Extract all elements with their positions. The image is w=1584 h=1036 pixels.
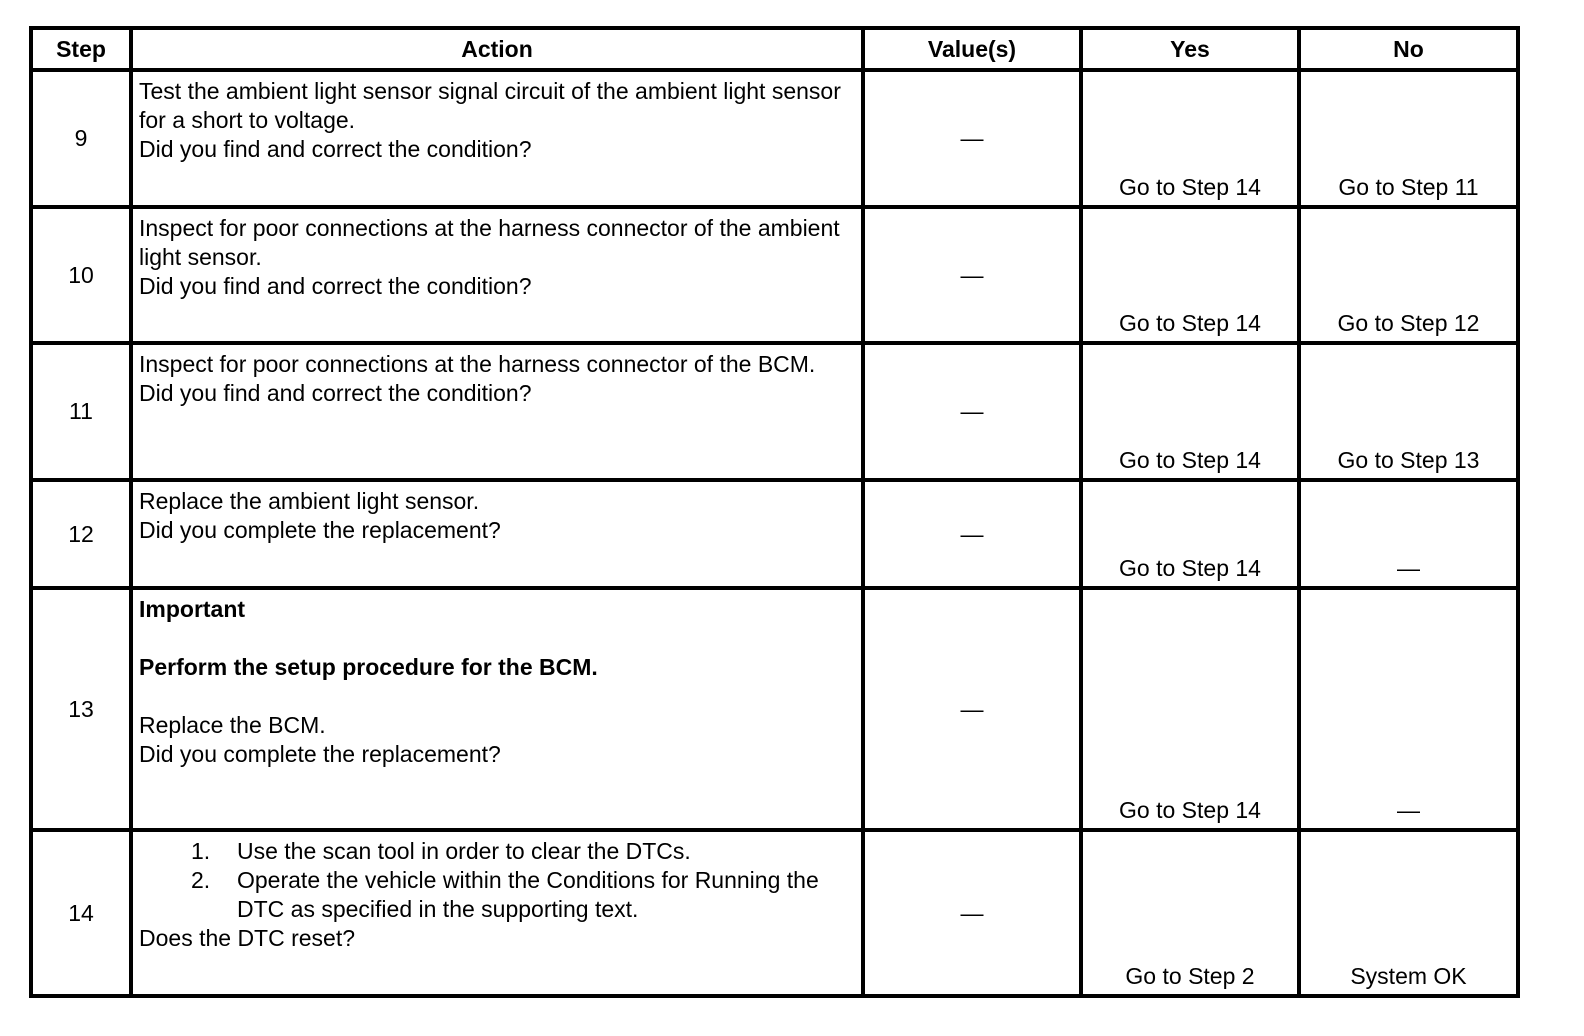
step-number: 12 [31,480,131,588]
no-result: Go to Step 11 [1299,70,1518,207]
no-result: Go to Step 12 [1299,207,1518,343]
yes-result: Go to Step 14 [1081,480,1299,588]
value-cell: — [863,343,1081,480]
important-text: Perform the setup procedure for the BCM. [139,654,598,680]
table-row-step-14 [31,830,1518,996]
list-item-number: 2. [191,867,211,893]
action-question: Did you find and correct the condition? [139,136,532,162]
action-cell [131,343,863,480]
step-number: 10 [31,207,131,343]
table-row-step-11 [31,343,1518,480]
value-cell: — [863,207,1081,343]
value-cell: — [863,70,1081,207]
table-row-step-13 [31,588,1518,830]
list-item-number: 1. [191,838,211,864]
header-no: No [1299,28,1518,70]
action-text: Inspect for poor connections at the harness connector of the BCM. [139,351,816,377]
step-number: 11 [31,343,131,480]
table-row-step-12 [31,480,1518,588]
important-label: Important [139,596,246,622]
no-result: — [1299,588,1518,830]
list-item-text: Operate the vehicle within the Conditions for Running the DTC as specified in the supporting text. [237,867,819,922]
action-question: Did you find and correct the condition? [139,380,532,406]
yes-result: Go to Step 14 [1081,207,1299,343]
step-number: 9 [31,70,131,207]
value-cell: — [863,830,1081,996]
yes-result: Go to Step 2 [1081,830,1299,996]
action-text: Test the ambient light sensor signal circuit of the ambient light sensor for a short to voltage. [139,78,841,133]
no-result: Go to Step 13 [1299,343,1518,480]
header-action: Action [131,28,863,70]
action-text: Replace the ambient light sensor. [139,488,480,514]
value-cell: — [863,480,1081,588]
yes-result: Go to Step 14 [1081,588,1299,830]
value-cell: — [863,588,1081,830]
yes-result: Go to Step 14 [1081,70,1299,207]
action-question: Does the DTC reset? [139,925,356,951]
header-row [31,28,1518,70]
list-item [191,866,853,924]
action-text: Replace the BCM. [139,712,326,738]
action-question: Did you find and correct the condition? [139,273,532,299]
action-text: Inspect for poor connections at the harness connector of the ambient light sensor. [139,215,840,270]
step-number: 14 [31,830,131,996]
list-item [191,837,853,866]
header-step: Step [31,28,131,70]
header-values: Value(s) [863,28,1081,70]
diagnostic-table [29,26,1520,998]
action-cell [131,70,863,207]
no-result: System OK [1299,830,1518,996]
table-row-step-9 [31,70,1518,207]
action-cell [131,480,863,588]
action-question: Did you complete the replacement? [139,741,501,767]
table-row-step-10 [31,207,1518,343]
step-number: 13 [31,588,131,830]
action-question: Did you complete the replacement? [139,517,501,543]
action-cell [131,207,863,343]
yes-result: Go to Step 14 [1081,343,1299,480]
action-cell [131,588,863,830]
procedure-list [139,837,853,924]
no-result: — [1299,480,1518,588]
list-item-text: Use the scan tool in order to clear the DTCs. [237,838,691,864]
action-cell [131,830,863,996]
header-yes: Yes [1081,28,1299,70]
